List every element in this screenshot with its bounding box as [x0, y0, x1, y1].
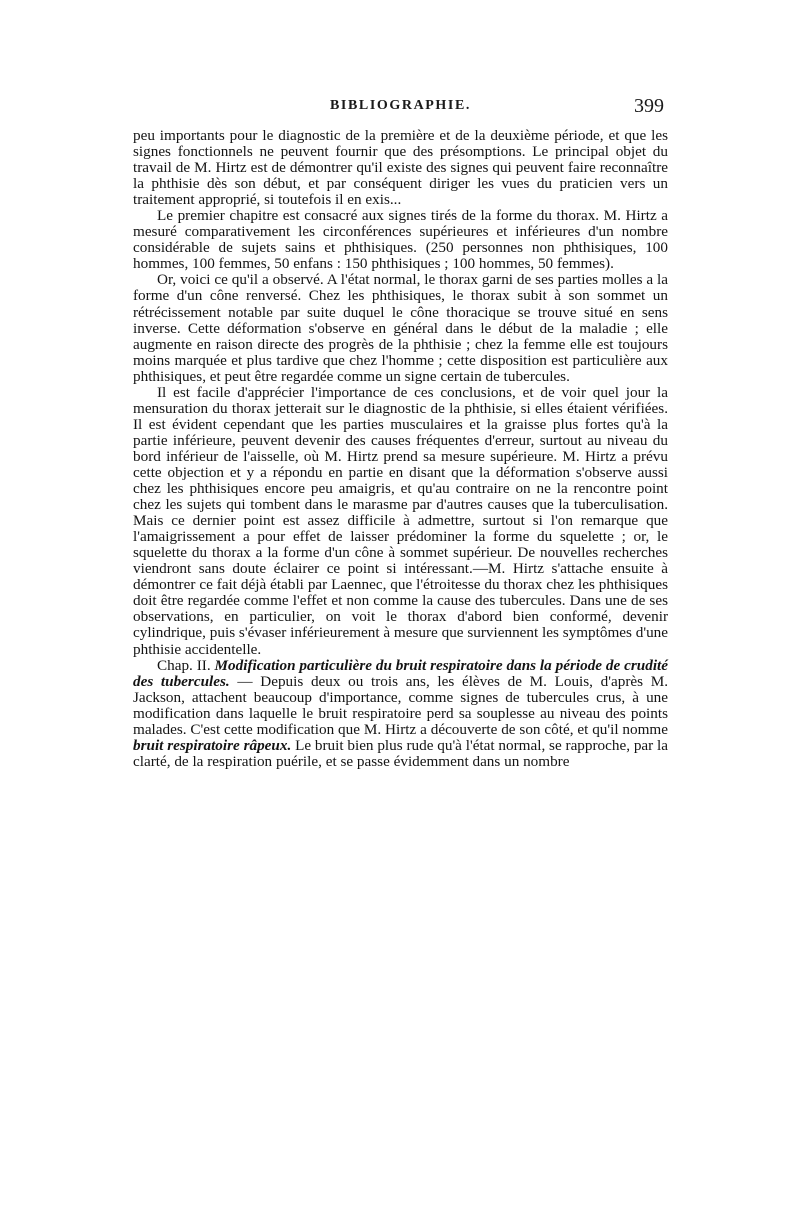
chapter-term: bruit respiratoire râpeux. [133, 736, 292, 754]
paragraph-observation: Or, voici ce qu'il a observé. A l'état normal, le thorax garni de ses parties molles a la forme d'un cône renversé. Chez les phthisiques, le thorax subit à son sommet un rétrécissement notable par suite duquel le cône thoracique se trouve situé en sens inverse. Cette déformation s'observe en général dans le début de la maladie ; elle augmente en raison directe des progrès de la phthisie ; chez la femme elle est toujours moins marquée et plus tardive que chez l'homme ; cette disposition est particulière aux phthisiques, et peut être regardée comme un signe certain de tubercules. [133, 271, 668, 385]
chapter-text: — Depuis deux ou trois ans, les élèves de M. Louis, d'après M. Jackson, attachent beaucoup d'importance, comme signes de tubercules crus, à une modification dans laquelle le bruit respiratoire perd sa souplesse au niveau des points malades. C'est cette modification que M. Hirtz a découverte de son côté, et qu'il nomme [133, 672, 669, 738]
page-number: 399 [634, 95, 664, 117]
book-page [133, 96, 668, 770]
paragraph-thorax-measurement: Le premier chapitre est consacré aux signes tirés de la forme du thorax. M. Hirtz a mesuré comparativement les circonférences supérieures et inférieures d'un nombre considérable de sujets sains et phthisiques. (250 personnes non phthisiques, 100 hommes, 100 femmes, 50 enfans : 150 phthisiques ; 100 hommes, 50 femmes). [133, 207, 668, 273]
body-text [133, 128, 668, 770]
paragraph-continuation: peu importants pour le diagnostic de la première et de la deuxième période, et que les signes fonctionnels ne peuvent fournir que des présomptions. Le principal objet du travail de M. Hirtz est de démontrer qu'il existe des signes qui peuvent faire reconnaître la phthisie dès son début, et par conséquent diriger les vues du praticien vers un traitement approprié, si toutefois il en exis... [133, 127, 668, 209]
chapter-text-end: Le bruit bien plus rude qu'à l'état normal, se rapproche, par la clarté, de la respiration puérile, et se passe évidemment dans un nombre [133, 736, 668, 770]
running-title: BIBLIOGRAPHIE. [329, 98, 472, 113]
running-head [133, 96, 668, 122]
paragraph-discussion: Il est facile d'apprécier l'importance de ces conclusions, et de voir quel jour la mensuration du thorax jetterait sur le diagnostic de la phthisie, si elles étaient vérifiées. Il est évident cependant que les parties musculaires et la graisse plus fortes qu'à la partie inférieure, peuvent devenir des causes fréquentes d'erreur, surtout au niveau du bord inférieur de l'aisselle, où M. Hirtz prend sa mesure supérieure. M. Hirtz a prévu cette objection et y a répondu en partie en disant que la déformation s'observe aussi chez les phthisiques encore peu amaigris, et qu'au contraire on ne la rencontre point chez les sujets qui tombent dans le marasme par d'autres causes que la tuberculisation. Mais ce dernier point est assez difficile à admettre, surtout si l'on remarque que l'amaigrissement a pour effet de laisser prédominer la forme du squelette ; or, le squelette du thorax a la forme d'un cône à sommet supérieur. De nouvelles recherches viendront sans doute éclairer ce point si intéressant.—M. Hirtz s'attache ensuite à démontrer ce fait déjà établi par Laennec, que l'étroitesse du thorax chez les phthisiques doit être regardée comme l'effet et non comme la cause des tubercules. Dans une de ses observations, en particulier, on voit le thorax d'abord bien conformé, devenir cylindrique, puis s'évaser inférieurement à mesure que surviennent les symptômes d'une phthisie accidentelle. [133, 383, 668, 658]
chapter-title: Modification particulière du bruit respiratoire dans la période de crudité des tubercules. [133, 656, 668, 690]
chapter-label: Chap. II. [157, 656, 211, 674]
paragraph-chapter-two [133, 658, 668, 770]
